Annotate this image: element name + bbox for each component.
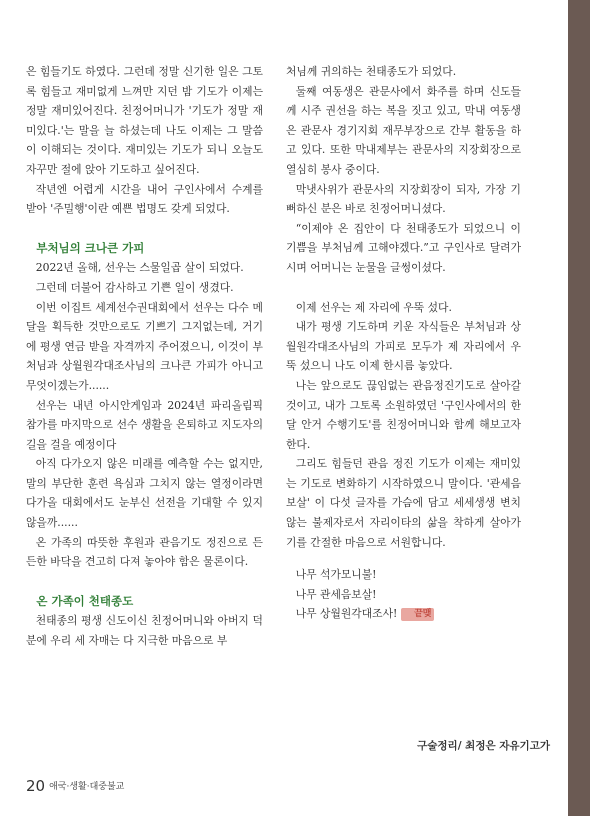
paragraph: 천태종의 평생 신도이신 친정어머니와 아버지 덕분에 우리 세 자매는 다 지극한 마음으로 부 <box>26 614 263 648</box>
paragraph: “이제야 온 집안이 다 천태종도가 되었으니 이 기쁨을 부처님께 고해야겠다.”고 구인사로 달려가시며 어머니는 눈물을 글썽이셨다. <box>286 221 521 274</box>
mantra-text: 나무 상월원각대조사! <box>295 607 398 621</box>
paragraph: 둘째 여동생은 관문사에서 화주를 하며 신도들께 시주 권선을 하는 복을 짓고 있고, 막내 여동생은 관문사 경기지회 재무부장으로 간부 활동을 하고 있다. 또한 막내제부는 관문사의 지장회장으로 열심히 봉사 중이다. <box>286 84 521 176</box>
mantra-line: 나무 석가모니불! <box>295 568 377 582</box>
end-stamp: 끝맺 <box>401 608 434 621</box>
paragraph: 처님께 귀의하는 천태종도가 되었다. <box>286 65 457 78</box>
right-column <box>286 62 521 624</box>
left-column <box>26 62 263 651</box>
paragraph: 막냇사위가 관문사의 지장회장이 되자, 가장 기뻐하신 분은 바로 친정어머니셨다. <box>286 182 521 216</box>
paragraph: 그리도 힘들던 관음 정진 기도가 이제는 재미있는 기도로 변화하기 시작하였으니 말이다. '관세음보살' 이 다섯 글자를 가슴에 담고 세세생생 변치 않는 불제자로서 자리이타의 삶을 착하게 살아가기를 간절한 마음으로 서원합니다. <box>286 457 521 549</box>
page-number: 20 <box>26 777 46 795</box>
paragraph: 내가 평생 기도하며 키운 자식들은 부처님과 상월원각대조사님의 가피로 모두가 제 자리에서 우뚝 섰으니 나도 이제 한시름 놓았다. <box>286 320 521 373</box>
paragraph: 나는 앞으로도 끊임없는 관음정진기도로 살아갈 것이고, 내가 그토록 소원하였던 '구인사에서의 한 달 안거 수행기도'를 친정어머니와 함께 해보고자 한다. <box>286 378 521 451</box>
page-edge-bar <box>568 0 590 816</box>
section-heading-family: 온 가족이 천태종도 <box>36 593 134 608</box>
paragraph: 작년엔 어렵게 시간을 내어 구인사에서 수계를 받아 '주밀행'이란 예쁜 법명도 갖게 되었다. <box>26 182 263 216</box>
paragraph: 아직 다가오지 않은 미래를 예측할 수는 없지만, 말의 부단한 훈련 욕심과 그치지 않는 열정이라면 다가올 대회에서도 눈부신 선전을 기대할 수 있지 않을까...... <box>26 457 263 530</box>
paragraph: 이번 이집트 세계선수권대회에서 선우는 다수 메달을 획득한 것만으로도 기쁘기 그지없는데, 거기에 평생 연금 받을 자격까지 주어졌으니, 이것이 부처님과 상월원각대조사님의 크나큰 가피가 아니고 무엇이겠는가...... <box>26 300 263 392</box>
magazine-name: 애국·생활·대중불교 <box>49 782 125 792</box>
paragraph: 그런데 더불어 감사하고 기쁜 일이 생겼다. <box>35 280 234 294</box>
section-heading-blessing: 부처님의 크나큰 가피 <box>36 240 145 255</box>
mantra-line: 나무 관세음보살! <box>295 587 377 601</box>
author-credit: 구술정리/ 최정은 자유기고가 <box>417 740 550 752</box>
paragraph: 은 힘들기도 하였다. 그런데 정말 신기한 일은 그토록 힘들고 재미없게 느껴만 지던 밤 기도가 이제는 정말 재미있어진다. 친정어머니가 '기도가 정말 재미있다.'는 말을 늘 하셨는데 나도 이제는 그 말씀이 이해되는 것이다. 재미있는 기도가 되니 오늘도 자꾸만 절에 앉아 기도하고 싶어진다. <box>26 65 263 176</box>
mantra-line-last <box>286 604 521 624</box>
paragraph: 선우는 내년 아시안게임과 2024년 파리올림픽 참가를 마지막으로 선수 생활을 은퇴하고 지도자의 길을 걸을 예정이다 <box>26 398 263 451</box>
paragraph: 이제 선우는 제 자리에 우뚝 섰다. <box>295 300 452 314</box>
paragraph: 온 가족의 따뜻한 후원과 관음기도 정진으로 든든한 바닥을 견고히 다져 놓아야 함은 물론이다. <box>26 535 263 569</box>
page-footer <box>26 776 124 795</box>
paragraph: 2022년 올해, 선우는 스물일곱 살이 되었다. <box>35 261 244 275</box>
